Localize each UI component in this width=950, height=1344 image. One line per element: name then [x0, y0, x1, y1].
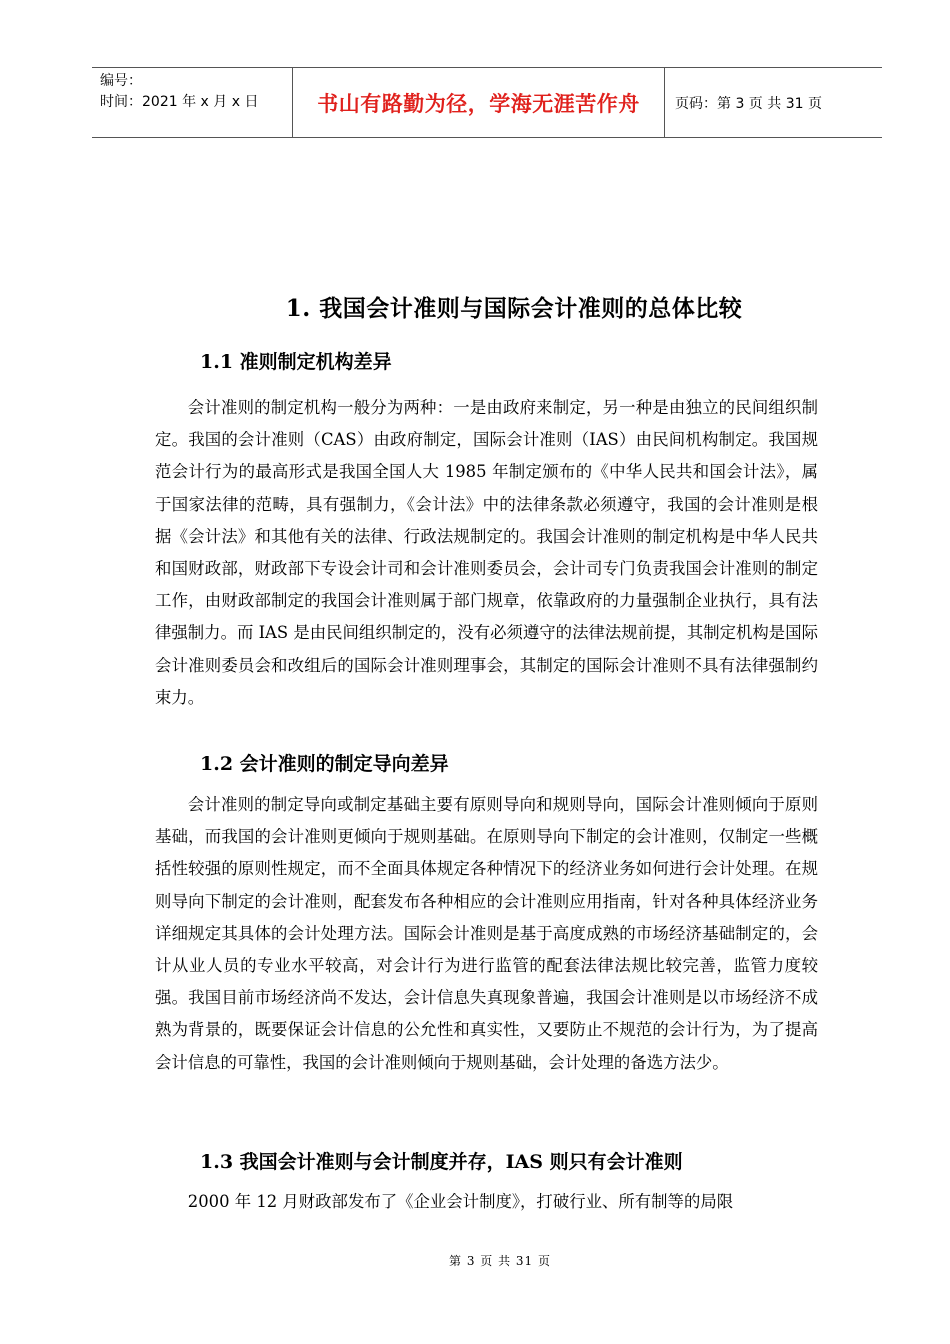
section-heading-1-1: 1.1 准则制定机构差异	[200, 351, 392, 373]
page-header	[92, 67, 882, 138]
header-page-info: 页码：第 3 页 共 31 页	[675, 95, 822, 112]
section-heading-1-3: 1.3 我国会计准则与会计制度并存，IAS 则只有会计准则	[200, 1151, 683, 1173]
section-paragraph-1-1	[155, 392, 818, 714]
footer-page-number: 第 3 页 共 31 页	[449, 1254, 551, 1268]
page-footer	[0, 1252, 950, 1269]
chapter-title	[0, 290, 950, 323]
document-time-label: 时间：2021 年 x 月 x 日	[100, 94, 259, 110]
chapter-title-text: 1. 我国会计准则与国际会计准则的总体比较	[285, 295, 743, 322]
section-paragraph-1-2	[155, 789, 818, 1079]
section-paragraph-1-3	[155, 1186, 818, 1218]
paragraph-text: 会计准则的制定机构一般分为两种：一是由政府来制定，另一种是由独立的民间组织制定。我国的会计准则（CAS）由政府制定，国际会计准则（IAS）由民间机构制定。我国规范会计行为的最高形式是我国全国人大 1985 年制定颁布的《中华人民共和国会计法》，属于国家法律的范畴，具有强制力，《会计法》中的法律条款必须遵守，我国的会计准则是根据《会计法》和其他有关的法律、行政法规制定的。我国会计准则的制定机构是中华人民共和国财政部，财政部下专设会计司和会计准则委员会，会计司专门负责我国会计准则的制定工作，由财政部制定的我国会计准则属于部门规章，依靠政府的力量强制企业执行，具有法律强制力。而 IAS 是由民间组织制定的，没有必须遵守的法律法规前提，其制定机构是国际会计准则委员会和改组后的国际会计准则理事会，其制定的国际会计准则不具有法律强制约束力。	[155, 398, 818, 707]
header-meta	[92, 68, 293, 137]
document-number-label: 编号：	[100, 73, 142, 89]
section-heading-1-2: 1.2 会计准则的制定导向差异	[200, 753, 449, 775]
paragraph-text: 2000 年 12 月财政部发布了《企业会计制度》，打破行业、所有制等的局限	[187, 1192, 734, 1211]
header-motto: 书山有路勤为径，学海无涯苦作舟	[293, 68, 665, 137]
paragraph-text: 会计准则的制定导向或制定基础主要有原则导向和规则导向，国际会计准则倾向于原则基础，而我国的会计准则更倾向于规则基础。在原则导向下制定的会计准则，仅制定一些概括性较强的原则性规定，而不全面具体规定各种情况下的经济业务如何进行会计处理。在规则导向下制定的会计准则，配套发布各种相应的会计准则应用指南，针对各种具体经济业务详细规定其具体的会计处理方法。国际会计准则是基于高度成熟的市场经济基础制定的，会计从业人员的专业水平较高，对会计行为进行监管的配套法律法规比较完善，监管力度较强。我国目前市场经济尚不发达，会计信息失真现象普遍，我国会计准则是以市场经济不成熟为背景的，既要保证会计信息的公允性和真实性，又要防止不规范的会计行为，为了提高会计信息的可靠性，我国的会计准则倾向于规则基础，会计处理的备选方法少。	[155, 795, 818, 1072]
